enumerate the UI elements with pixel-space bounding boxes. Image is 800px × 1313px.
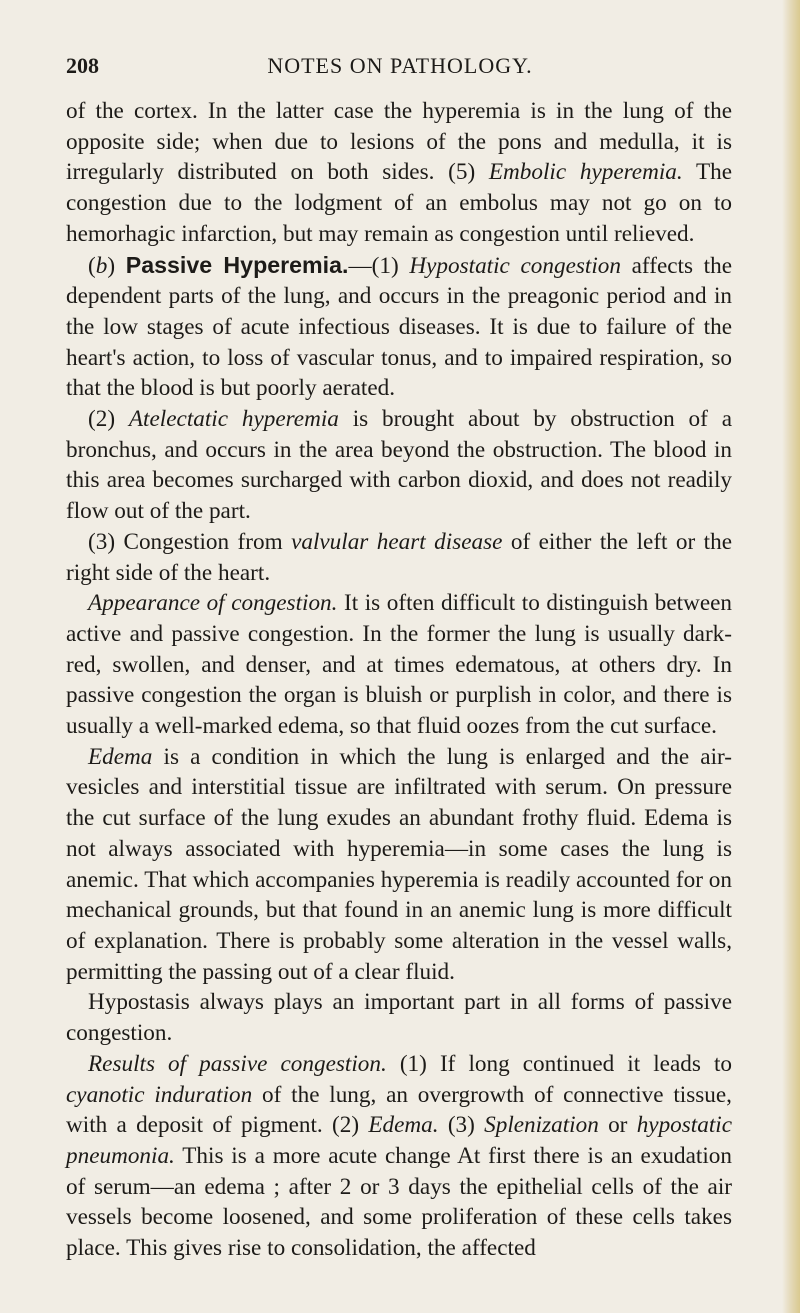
paragraph-2: (b) Passive Hyperemia.—(1) Hypostatic congestion affects the dependent parts of the lung, and occurs in the preagonic period and in the low stages of acute infectious diseases. It is due to failure of the heart's action, to loss of vascular tonus, and to impaired respiration, so that the blood is but poorly aerated. [66, 251, 733, 402]
term-embolic-hyperemia: Embolic hyperemia. [488, 159, 683, 186]
paragraph-5: Appearance of congestion. It is often difficult to distinguish between active and passive congestion. In the former the lung is usually dark-red, swollen, and denser, and at times edematous, at others dry. In passive congestion the organ is bluish or purplish in color, and there is usually a well-marked edema, so that fluid oozes from the cut surface. [66, 590, 732, 740]
subheading-appearance: Appearance of congestion. [88, 590, 338, 617]
term-hypostatic-pneumonia: hypostatic pneumonia. [66, 1112, 732, 1169]
subheading-results: Results of passive congestion. [88, 1050, 387, 1077]
page-number: 208 [66, 53, 99, 78]
paragraph-6: Edema is a condition in which the lung is enlarged and the air-vesicles and interstitial tissue are infiltrated with serum. On pressure the cut surface of the lung exudes an abundant frothy fluid. Edema is not always associated with hyperemia—in some cases the lung is anemic. That which accompanies hyperemia is readily accounted for on mechanical grounds, but that found in an anemic lung is more difficult of explanation. There is probably some alteration in the vessel walls, permitting the passing out of a clear fluid. [66, 743, 732, 985]
term-hypostatic-congestion: Hypostatic congestion [409, 252, 621, 279]
running-head: NOTES ON PATHOLOGY. [267, 53, 533, 78]
term-cyanotic-induration: cyanotic induration [66, 1081, 253, 1108]
term-atelectatic-hyperemia: Atelectatic hyperemia [128, 406, 339, 433]
paragraph-7: Hypostasis always plays an important part in all forms of passive congestion. [66, 989, 732, 1047]
term-valvular-heart-disease: valvular heart disease [291, 528, 503, 555]
page-header [66, 53, 734, 83]
subheading-edema: Edema [88, 743, 153, 770]
body-text [66, 96, 732, 1264]
page-edge [782, 0, 800, 1313]
term-edema: Edema. [368, 1112, 439, 1139]
section-heading-passive-hyperemia: Passive Hyperemia. [125, 251, 349, 278]
paragraph-1: of the cortex. In the latter case the hyperemia is in the lung of the opposite side; when due to lesions of the pons and medulla, it is irregularly distributed on both sides. (5) Embolic hyperemia. The congestion due to the lodgment of an embolus may not go on to hemorhagic infarction, but may remain as congestion until relieved. [66, 98, 732, 247]
paragraph-4: (3) Congestion from valvular heart disease of either the left or the right side of the heart. [66, 528, 733, 586]
paragraph-3: (2) Atelectatic hyperemia is brought about by obstruction of a bronchus, and occurs in the area beyond the obstruction. The blood in this area becomes surcharged with carbon dioxid, and does not readily flow out of the part. [66, 406, 732, 525]
term-splenization: Splenization [484, 1112, 599, 1139]
paragraph-8: Results of passive congestion. (1) If long continued it leads to cyanotic induration of the lung, an overgrowth of connective tissue, with a deposit of pigment. (2) Edema. (3) Splenization or hypostatic pneumonia. This is a more acute change At first there is an exudation of serum—an edema ; after 2 or 3 days the epithelial cells of the air vessels become loosened, and some proliferation of these cells takes place. This gives rise to consolidation, the affected [66, 1050, 732, 1262]
